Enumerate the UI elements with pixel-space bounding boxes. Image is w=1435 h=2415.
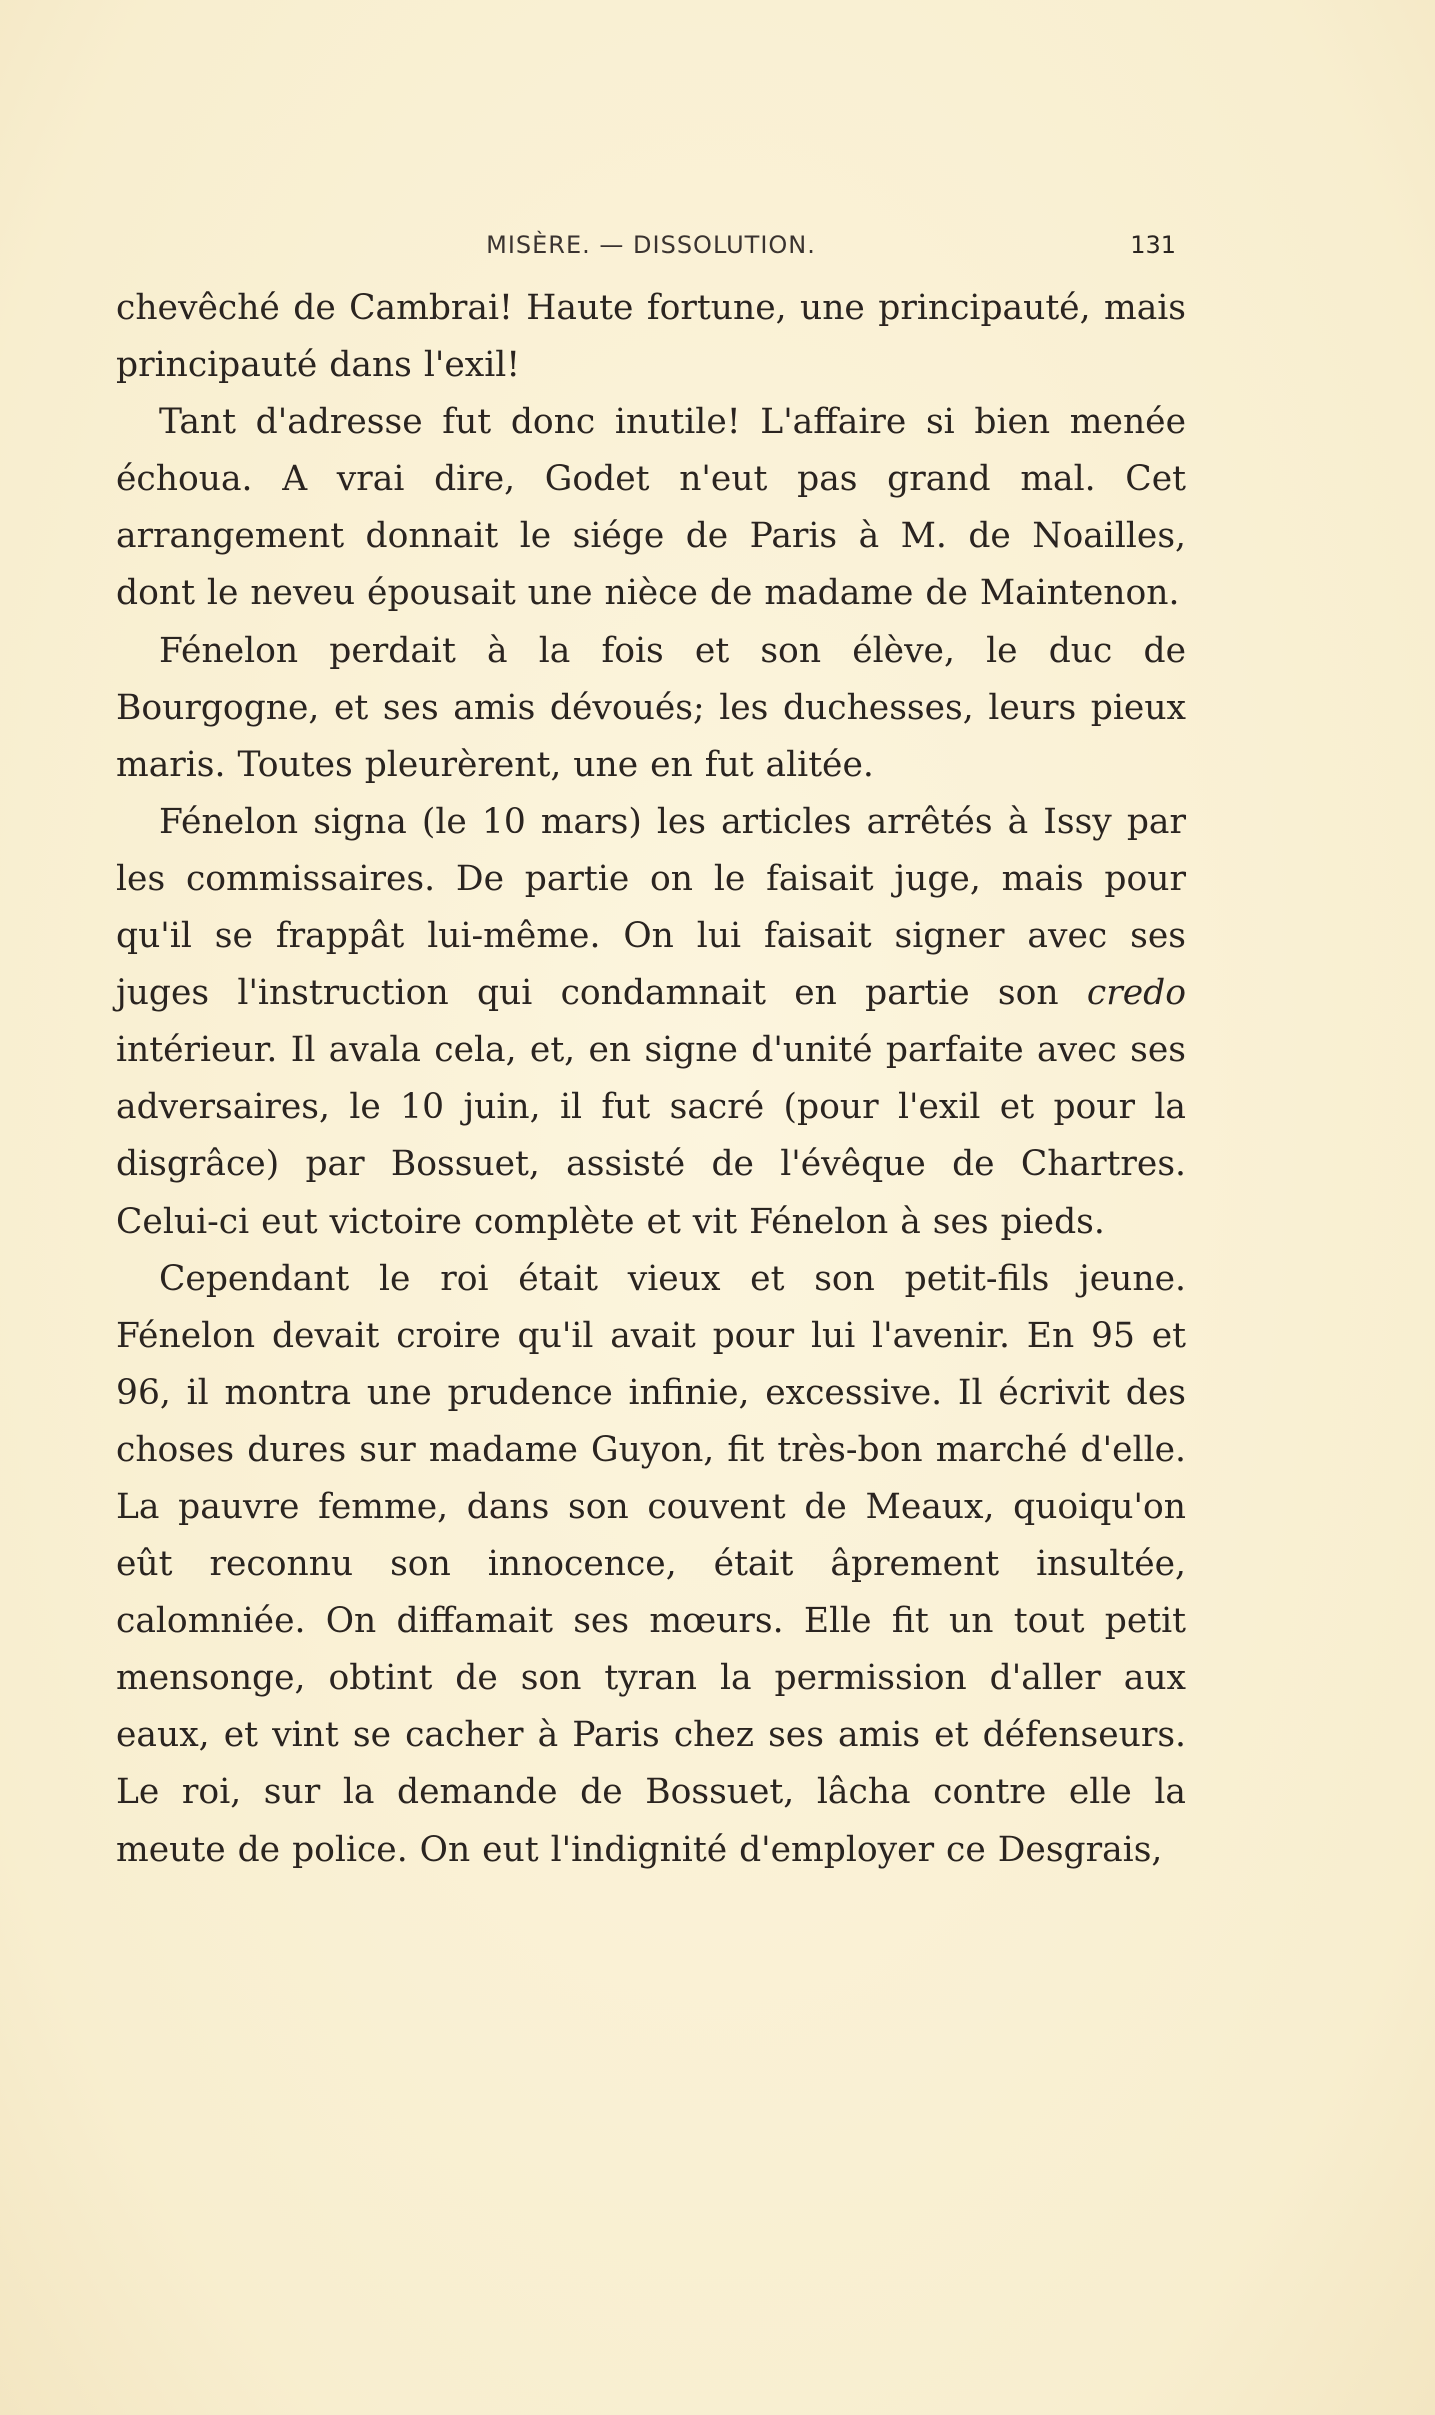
paragraph-5: Cependant le roi était vieux et son petit-fils jeune. Fénelon devait croire qu'il avait pour lui l'avenir. En 95 et 96, il montra une prudence infinie, excessive. Il écrivit des choses dures sur madame Guyon, fit très-bon marché d'elle. La pauvre femme, dans son couvent de Meaux, quoiqu'on eût reconnu son innocence, était âprement insultée, calomniée. On diffamait ses mœurs. Elle fit un tout petit mensonge, obtint de son tyran la permission d'aller aux eaux, et vint se cacher à Paris chez ses amis et défenseurs. Le roi, sur la demande de Bossuet, lâcha contre elle la meute de police. On eut l'indignité d'employer ce Desgrais,	[116, 1258, 1186, 1870]
running-title: MISÈRE. — DISSOLUTION.	[486, 231, 816, 259]
paragraph-1: chevêché de Cambrai! Haute fortune, une principauté, mais principauté dans l'exil!	[116, 288, 1186, 386]
paragraph-4-after: intérieur. Il avala cela, et, en signe d'unité parfaite avec ses adversaires, le 10 juin, il fut sacré (pour l'exil et pour la disgrâce) par Bossuet, assisté de l'évêque de Chartres. Celui-ci eut victoire complète et vit Fénelon à ses pieds.	[116, 1030, 1186, 1242]
paragraph-3: Fénelon perdait à la fois et son élève, le duc de Bourgogne, et ses amis dévoués; les duchesses, leurs pieux maris. Toutes pleurèrent, une en fut alitée.	[116, 630, 1186, 785]
paragraph-4-before: Fénelon signa (le 10 mars) les articles arrêtés à Issy par les commissaires. De partie on le faisait juge, mais pour qu'il se frappât lui-même. On lui faisait signer avec ses juges l'instruction qui condamnait en partie son	[116, 801, 1186, 1014]
paragraph-4	[116, 794, 1186, 1251]
running-head	[116, 225, 1186, 265]
page-number: 131	[1130, 231, 1176, 259]
body-text	[116, 280, 1186, 1879]
italic-credo: credo	[1086, 973, 1186, 1014]
paragraph-2: Tant d'adresse fut donc inutile! L'affaire si bien menée échoua. A vrai dire, Godet n'eut pas grand mal. Cet arrangement donnait le siége de Paris à M. de Noailles, dont le neveu épousait une nièce de madame de Maintenon.	[116, 402, 1186, 614]
